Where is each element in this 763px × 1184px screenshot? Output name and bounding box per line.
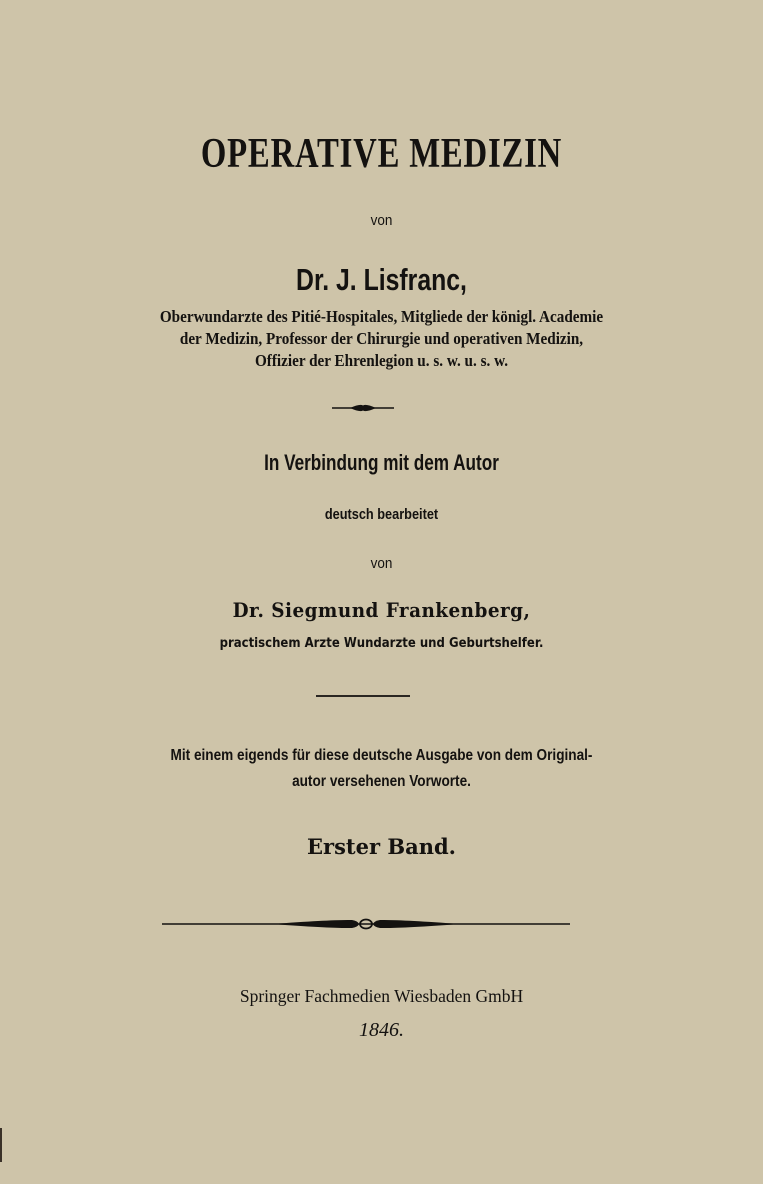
book-title: OPERATIVE MEDIZIN <box>200 131 563 177</box>
author-affiliation-line: Oberwundarzte des Pitié-Hospitales, Mitgliede der königl. Academie <box>159 307 604 326</box>
by-label: von <box>370 555 393 572</box>
volume-label: Erster Band. <box>307 834 456 859</box>
ornament-rule-icon <box>162 914 570 934</box>
author-affiliation-line: Offizier der Ehrenlegion u. s. w. u. s. w. <box>254 351 509 370</box>
publication-year: 1846. <box>359 1019 404 1041</box>
foreword-note-line: Mit einem eigends für diese deutsche Ausgabe von dem Original- <box>170 747 593 764</box>
ornament-divider-icon <box>332 402 394 414</box>
foreword-note-line: autor versehenen Vorworte. <box>292 773 471 790</box>
edited-note: deutsch bearbeitet <box>324 506 439 523</box>
publisher: Springer Fachmedien Wiesbaden GmbH <box>239 986 524 1006</box>
scan-edge-mark <box>0 1128 2 1162</box>
author-affiliation-line: der Medizin, Professor der Chirurgie und operativen Medizin, <box>179 329 584 348</box>
translator-affiliation: practischem Arzte Wundarzte und Geburtshelfer. <box>219 636 544 651</box>
author-name: Dr. J. Lisfranc, <box>296 262 467 297</box>
collaboration-note: In Verbindung mit dem Autor <box>264 450 499 475</box>
by-label: von <box>370 212 393 229</box>
translator-name: Dr. Siegmund Frankenberg, <box>232 598 531 622</box>
divider-rule <box>316 695 410 697</box>
